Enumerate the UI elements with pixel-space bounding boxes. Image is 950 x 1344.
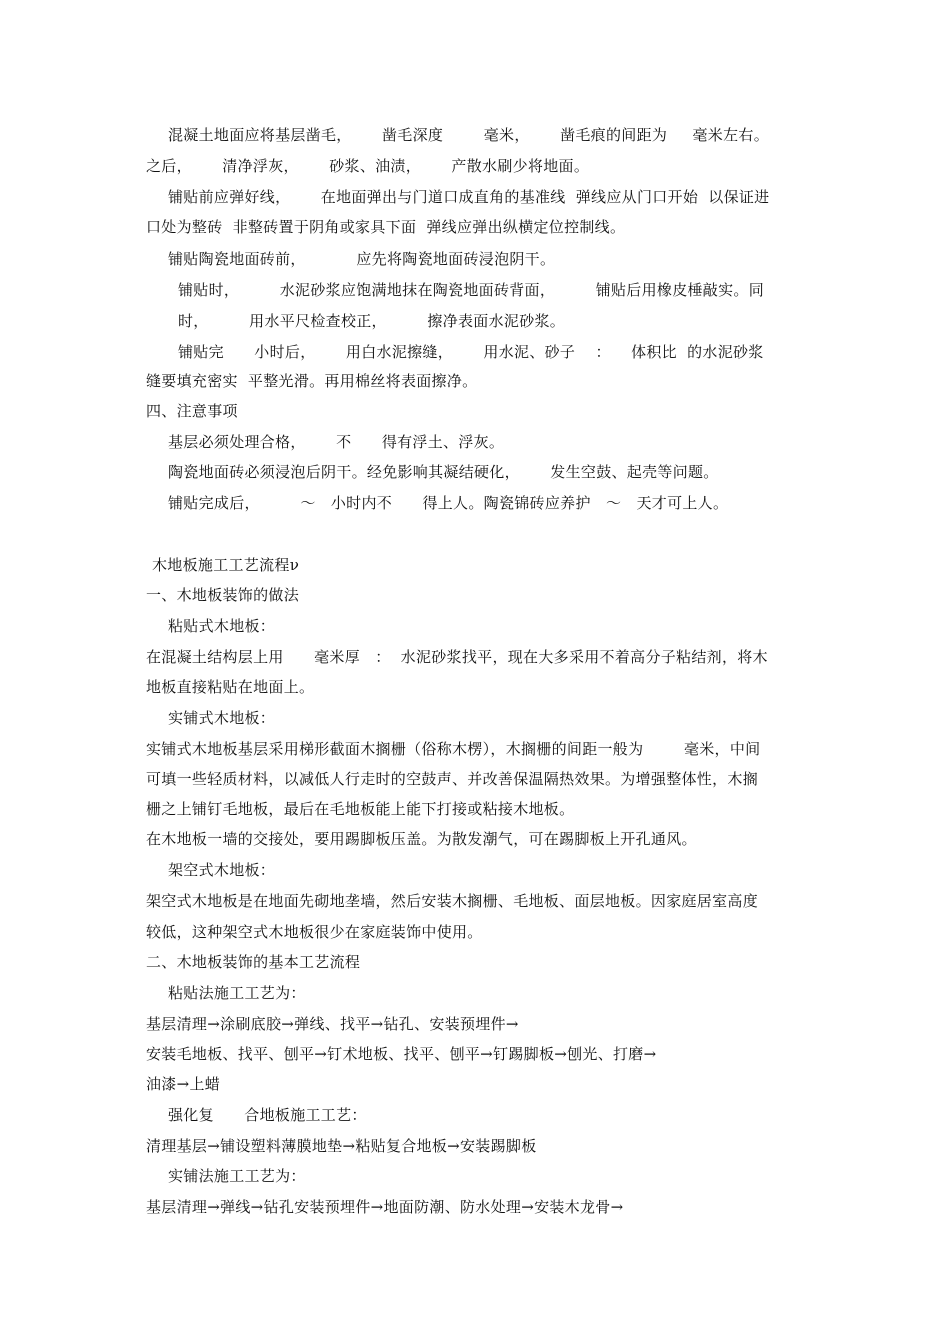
text-line: 较低，这种架空式木地板很少在家庭装饰中使用。 bbox=[146, 923, 483, 941]
text-line: 陶瓷地面砖必须浸泡后阴干。经免影响其凝结硬化， 发生空鼓、起壳等问题。 bbox=[168, 463, 719, 481]
text-line: 油漆→上蜡 bbox=[146, 1075, 221, 1093]
sub-heading: 粘贴法施工工艺为： bbox=[168, 984, 306, 1002]
section-heading: 一、木地板装饰的做法 bbox=[146, 586, 300, 604]
text-line: 铺贴时， 水泥砂浆应饱满地抹在陶瓷地面砖背面， 铺贴后用橡皮棰敲实。同 bbox=[178, 281, 764, 299]
text-line: 架空式木地板是在地面先砌地垄墙，然后安装木搁栅、毛地板、面层地板。因家庭居室高度 bbox=[146, 892, 759, 910]
text-line: 清理基层→铺设塑料薄膜地垫→粘贴复合地板→安装踢脚板 bbox=[146, 1137, 537, 1155]
text-line: 基层清理→弹线→钻孔安装预埋件→地面防潮、防水处理→安装木龙骨→ bbox=[146, 1198, 624, 1216]
text-line: 混凝土地面应将基层凿毛， 凿毛深度 毫米， 凿毛痕的间距为 毫米左右。 bbox=[168, 126, 770, 144]
text-line: 口处为整砖 非整砖置于阴角或家具下面 弹线应弹出纵横定位控制线。 bbox=[146, 218, 626, 236]
text-line: 实铺式木地板基层采用梯形截面木搁栅（俗称木楞），木搁栅的间距一般为 毫米，中间 bbox=[146, 740, 761, 758]
sub-heading: 强化复 合地板施工工艺： bbox=[168, 1106, 367, 1124]
sub-heading: 实铺法施工工艺为： bbox=[168, 1167, 306, 1185]
text-line: 铺贴完 小时后， 用白水泥擦缝， 用水泥、砂子 ： 体积比 的水泥砂浆 bbox=[178, 343, 764, 361]
text-line: 铺贴前应弹好线， 在地面弹出与门道口成直角的基准线 弹线应从门口开始 以保证进 bbox=[168, 188, 770, 206]
section-heading: 四、注意事项 bbox=[146, 402, 238, 420]
section-heading: 二、木地板装饰的基本工艺流程 bbox=[146, 953, 361, 971]
text-line: 缝要填充密实 平整光滑。再用棉丝将表面擦净。 bbox=[146, 372, 478, 390]
text-line: 在混凝土结构层上用 毫米厚 ： 水泥砂浆找平，现在大多采用不着高分子粘结剂，将木 bbox=[146, 648, 768, 666]
text-line: 基层清理→涂刷底胶→弹线、找平→钻孔、安装预埋件→ bbox=[146, 1015, 519, 1033]
text-line: 铺贴陶瓷地面砖前， 应先将陶瓷地面砖浸泡阴干。 bbox=[168, 250, 556, 268]
text-line: 铺贴完成后， ～ 小时内不 得上人。陶瓷锦砖应养护 ～ 天才可上人。 bbox=[168, 494, 729, 512]
sub-heading: 架空式木地板： bbox=[168, 861, 276, 879]
sub-heading: 粘贴式木地板： bbox=[168, 617, 276, 635]
text-line: 在木地板一墙的交接处，要用踢脚板压盖。为散发潮气，可在踢脚板上开孔通风。 bbox=[146, 830, 697, 848]
text-line: 时， 用水平尺检查校正， 擦净表面水泥砂浆。 bbox=[178, 312, 566, 330]
text-line: 基层必须处理合格， 不 得有浮土、浮灰。 bbox=[168, 433, 505, 451]
sub-heading: 实铺式木地板： bbox=[168, 709, 276, 727]
text-line: 可填一些轻质材料，以减低人行走时的空鼓声、并改善保温隔热效果。为增强整体性，木搁 bbox=[146, 770, 759, 788]
text-line: 安装毛地板、找平、刨平→钉术地板、找平、刨平→钉踢脚板→刨光、打磨→ bbox=[146, 1045, 657, 1063]
text-line: 之后， 清净浮灰， 砂浆、油渍， 产散水刷少将地面。 bbox=[146, 157, 590, 175]
text-line: 地板直接粘贴在地面上。 bbox=[146, 678, 315, 696]
text-line: 栅之上铺钉毛地板，最后在毛地板能上能下打接或粘接木地板。 bbox=[146, 800, 575, 818]
section-title: 木地板施工工艺流程ν bbox=[152, 556, 300, 574]
